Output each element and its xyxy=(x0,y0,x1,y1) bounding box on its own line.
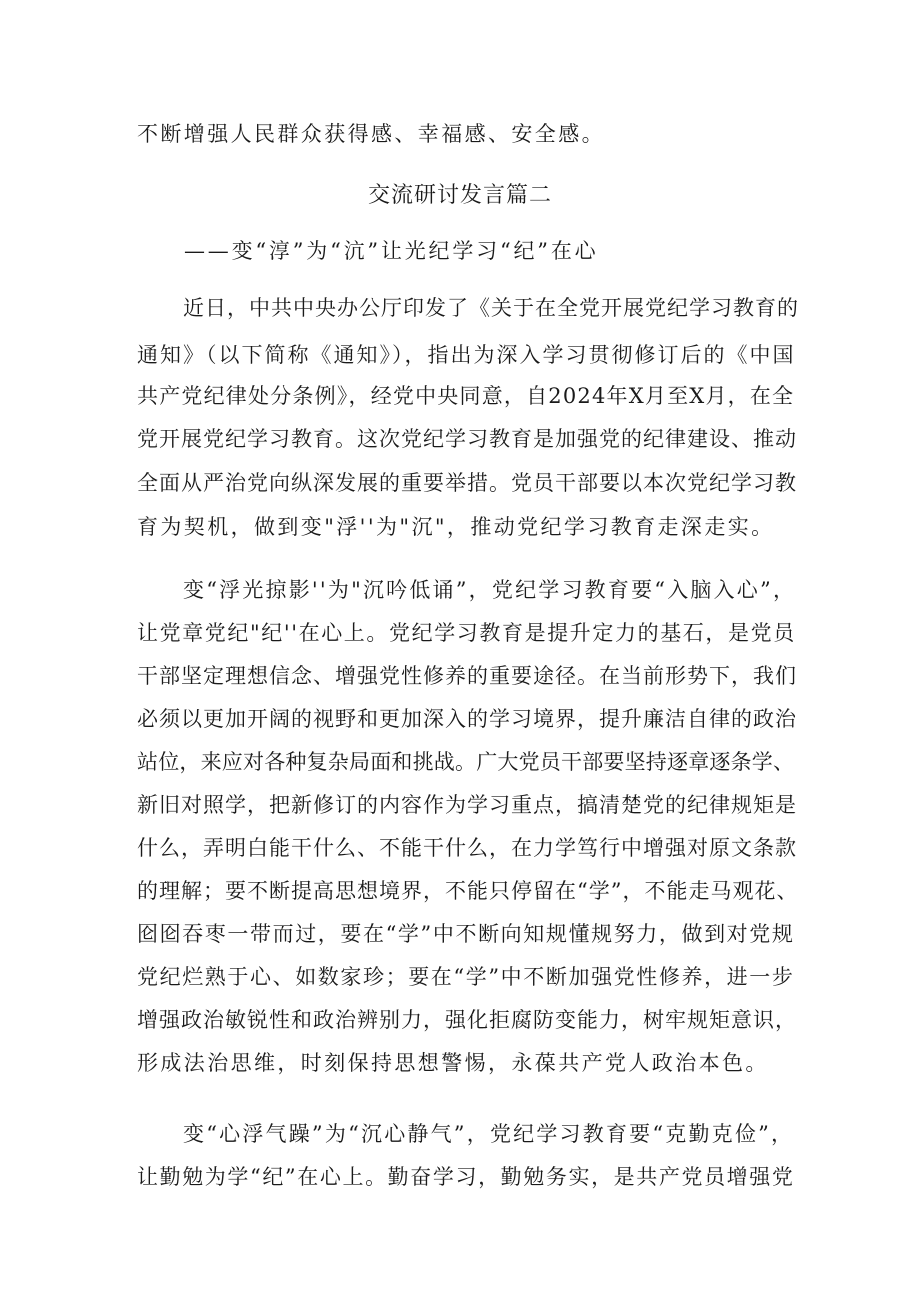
paragraph-line: 近日，中共中央办公厅印发了《关于在全党开展党纪学习教育的 xyxy=(183,296,799,320)
paragraph-line: 全面从严治党向纵深发展的重要举措。党员干部要以本次党纪学习教 xyxy=(137,471,797,495)
paragraph-line: 党开展党纪学习教育。这次党纪学习教育是加强党的纪律建设、推动 xyxy=(137,427,797,451)
paragraph-line: 育为契机，做到变"浮''为"沉"，推动党纪学习教育走深走实。 xyxy=(137,515,775,539)
paragraph-line: 共产党纪律处分条例》，经党中央同意，自2024年X月至X月，在全 xyxy=(137,384,795,408)
paragraph-line: 囵囵吞枣一带而过，要在“学”中不断向知规懂规努力，做到对党规 xyxy=(137,922,795,946)
section-title: 交流研讨发言篇二 xyxy=(367,183,552,208)
paragraph-line: 站位，来应对各种复杂局面和挑战。广大党员干部要坚持逐章逐条学、 xyxy=(137,750,795,774)
paragraph-line: 必须以更加开阔的视野和更加深入的学习境界，提升廉洁自律的政治 xyxy=(137,707,797,731)
paragraph-line: 的理解；要不断提高思想境界，不能只停留在“学”，不能走马观花、 xyxy=(137,879,799,903)
paragraph-line: 新旧对照学，把新修订的内容作为学习重点，搞清楚党的纪律规矩是 xyxy=(137,793,797,817)
intro-line: 不断增强人民群众获得感、幸福感、安全感。 xyxy=(137,122,605,146)
paragraph-line: 形成法治思维，时刻保持思想警惕，永葆共产党人政治本色。 xyxy=(137,1051,769,1075)
paragraph-line: 通知》（以下简称《通知》），指出为深入学习贯彻修订后的《中国 xyxy=(137,343,796,367)
paragraph-line: 什么，弄明白能干什么、不能干什么，在力学笃行中增强对原文条款 xyxy=(137,836,797,860)
paragraph-line: 变“浮光掠影''为"沉吟低诵”，党纪学习教育要“入脑入心”， xyxy=(183,578,797,602)
paragraph-line: 干部坚定理想信念、增强党性修养的重要途径。在当前形势下，我们 xyxy=(137,664,797,688)
paragraph-line: 让党章党纪"纪''在心上。党纪学习教育是提升定力的基石，是党员 xyxy=(137,621,796,645)
paragraph-line: 变“心浮气躁”为“沉心静气”，党纪学习教育要“克勤克俭”， xyxy=(183,1122,795,1146)
paragraph-line: 增强政治敏锐性和政治辨别力，强化拒腐防变能力，树牢规矩意识， xyxy=(137,1008,797,1032)
section-subtitle: ——变“淳”为“沆”让光纪学习“纪”在心 xyxy=(184,239,599,263)
paragraph-line: 党纪烂熟于心、如数家珍；要在“学”中不断加强党性修养，进一步 xyxy=(137,965,795,989)
paragraph-line: 让勤勉为学“纪”在心上。勤奋学习，勤勉务实，是共产党员增强党 xyxy=(137,1165,795,1189)
